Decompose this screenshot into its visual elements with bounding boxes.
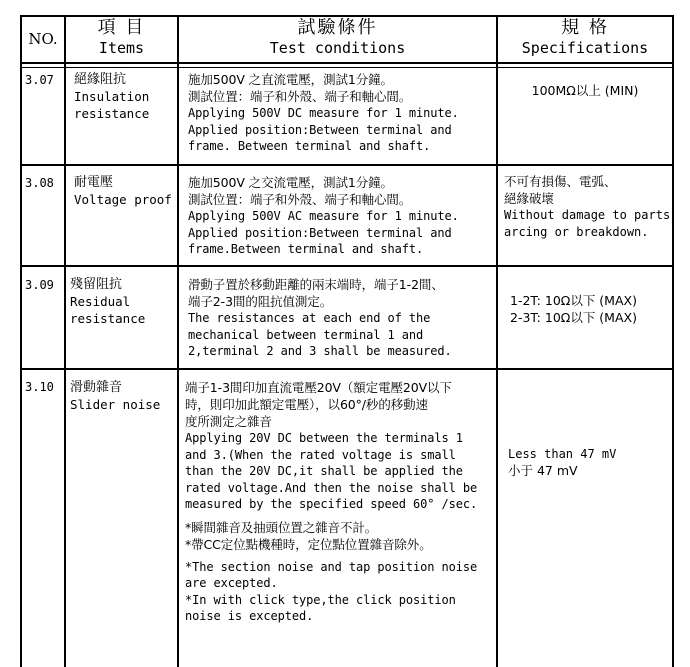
note-en: *The section noise and tap position noise: [185, 559, 478, 574]
header-items-zh: 項 目: [97, 18, 146, 38]
header-no: [22, 29, 64, 49]
table-border-top: [20, 15, 674, 17]
table-border-left: [20, 15, 22, 667]
condition-en: Applying 500V AC measure for 1 minute.: [188, 209, 459, 223]
header-specifications: [498, 18, 672, 58]
condition-en: frame. Between terminal and shaft.: [188, 139, 431, 153]
spec-zh: 絕緣破壞: [504, 190, 555, 206]
column-divider: [496, 15, 498, 667]
spec-value: Less than 47 mV: [508, 447, 617, 461]
item-cell: [70, 379, 176, 413]
column-divider: [64, 15, 66, 667]
condition-en: and 3.(When the rated voltage is small: [185, 447, 456, 462]
spec-value: 100MΩ以上 (MIN): [531, 83, 639, 98]
row-divider: [20, 164, 674, 166]
condition-en: Applied position:Between terminal and: [188, 122, 452, 137]
condition-zh: 滑動子置於移動距離的兩末端時，端子1-2間、: [188, 277, 444, 292]
header-test-conditions: [179, 18, 496, 58]
condition-en: mechanical between terminal 1 and: [188, 327, 424, 342]
condition-zh: 測試位置：端子和外殼、端子和軸心間。: [188, 192, 412, 207]
header-divider: [20, 62, 674, 64]
row-number: 3.08: [25, 176, 54, 190]
condition-zh: 施加500V 之直流電壓，測試1分鐘。: [188, 72, 393, 87]
spec-cell: [504, 174, 672, 240]
condition-zh: 端子1-3間印加直流電壓20V（額定電壓20V以下: [185, 380, 452, 395]
condition-cell: [188, 174, 494, 258]
spec-zh: 不可有損傷、電弧、: [504, 174, 617, 189]
header-no-label: NO.: [28, 30, 58, 48]
item-cell: [74, 174, 176, 208]
spec-cell: [510, 293, 672, 326]
table-border-right: [672, 15, 674, 667]
note-zh: *帶CC定位點機種時，定位點位置雜音除外。: [185, 536, 432, 552]
item-cell: [74, 71, 176, 122]
item-zh: 殘留阻抗: [70, 277, 123, 292]
note-en: *In with click type,the click position: [185, 592, 456, 607]
condition-en: 2,terminal 2 and 3 shall be measured.: [188, 344, 452, 358]
item-en: Voltage proof: [74, 192, 172, 207]
condition-cell: [188, 71, 494, 155]
header-items-en: Items: [98, 39, 145, 57]
item-zh: 耐電壓: [74, 175, 114, 190]
spec-value: 2-3T: 10Ω以下 (MAX): [510, 309, 637, 325]
condition-cell: [188, 276, 494, 360]
item-zh: 滑動雜音: [70, 380, 123, 395]
item-en: Residual: [70, 294, 131, 309]
condition-en: measured by the specified speed 60° /sec.: [185, 497, 478, 511]
condition-en: frame.Between terminal and shaft.: [188, 242, 424, 256]
header-spec-zh: 規 格: [561, 18, 609, 38]
item-en: Slider noise: [70, 397, 161, 412]
note-en: are excepted.: [185, 576, 278, 590]
spec-value: 小于 47 mV: [508, 462, 578, 478]
row-number: 3.09: [25, 278, 54, 292]
spec-en: Without damage to parts: [504, 208, 671, 222]
condition-en: than the 20V DC,it shall be applied the: [185, 464, 463, 478]
header-spec-en: Specifications: [521, 39, 649, 57]
condition-zh: 度所測定之雜音: [185, 414, 272, 429]
condition-cell: [185, 379, 495, 625]
condition-en: The resistances at each end of the: [188, 311, 431, 325]
condition-en: Applied position:Between terminal and: [188, 225, 452, 240]
condition-zh: 測試位置：端子和外殼、端子和軸心間。: [188, 89, 412, 104]
column-divider: [177, 15, 179, 667]
spec-cell: [498, 83, 672, 100]
spec-cell: [508, 446, 672, 479]
note-en: noise is excepted.: [185, 609, 314, 623]
row-divider: [20, 368, 674, 370]
header-test-zh: 試驗條件: [297, 18, 378, 38]
item-zh: 絕緣阻抗: [74, 72, 127, 87]
header-items: [66, 18, 177, 58]
row-divider: [20, 67, 674, 68]
item-cell: [70, 276, 176, 327]
condition-en: Applying 500V DC measure for 1 minute.: [188, 106, 459, 120]
spec-en: arcing or breakdown.: [504, 224, 649, 239]
condition-en: rated voltage.And then the noise shall be: [185, 480, 478, 495]
row-divider: [20, 265, 674, 267]
row-number: 3.07: [25, 73, 54, 87]
item-en: resistance: [70, 311, 146, 326]
condition-zh: 施加500V 之交流電壓，測試1分鐘。: [188, 175, 393, 190]
condition-zh: 端子2-3間的阻抗值測定。: [188, 294, 333, 309]
item-en: Insulation: [74, 89, 150, 104]
row-number: 3.10: [25, 380, 54, 394]
spec-value: 1-2T: 10Ω以下 (MAX): [510, 293, 637, 308]
item-en: resistance: [74, 106, 150, 121]
condition-en: Applying 20V DC between the terminals 1: [185, 431, 463, 445]
note-zh: *瞬間雜音及抽頭位置之雜音不計。: [185, 519, 378, 535]
condition-zh: 時，則印加此額定電壓），以60°/秒的移動速: [185, 397, 428, 412]
header-test-en: Test conditions: [269, 39, 406, 57]
spec-table: [20, 15, 678, 667]
